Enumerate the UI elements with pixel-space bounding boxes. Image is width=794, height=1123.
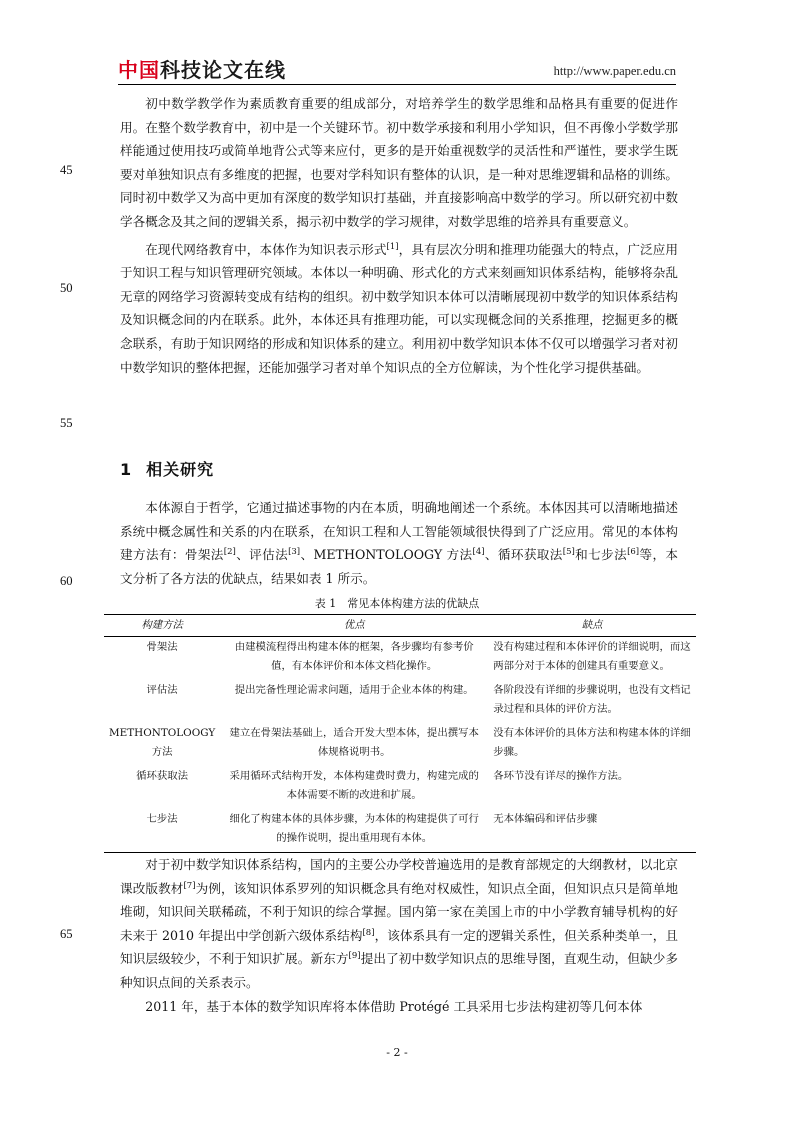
line-number-55: 55 [60,416,73,430]
citation-4[interactable]: [4] [472,547,485,558]
table-row [104,637,696,681]
citation-6[interactable]: [6] [627,547,640,558]
citation-9[interactable]: [9] [348,951,361,962]
paragraph-curriculum [120,853,678,995]
header-cons: 缺点 [581,619,603,631]
paragraph-2011: 2011 年，基于本体的数学知识库将本体借助 Protégé 工具采用七步法构建初等几何本体 [145,998,643,1014]
para2-text-a: 在现代网络教育中，本体作为知识表示形式 [145,241,387,257]
section-title: 相关研究 [146,460,215,479]
method-name: 评估法 [146,684,178,696]
citation-1[interactable]: [1] [386,241,399,252]
para4-text-b: 为例，该知识体系罗列的知识概念具有绝对权威性，知识点全面，但知识点只是简单地堆砌，知识间关联稀疏，不利于知识的综合掌握。国内第一家在美国上市的中小学教育辅导机构的好未来于 2010 年提出中学创新六级体系结构 [120,880,679,943]
journal-logo [118,58,286,82]
method-pros: 细化了构建本体的具体步骤，为本体的构建提供了可行的操作说明，提出重用现有本体。 [229,813,479,844]
curriculum-text-block [120,853,678,1018]
line-number-65: 65 [60,927,73,941]
method-pros: 由建模流程得出构建本体的框架，各步骤均有参考价值，有本体评价和本体文档化操作。 [234,641,474,672]
header-url[interactable]: http://www.paper.edu.cn [553,64,676,78]
method-pros: 提出完备性理论需求问题，适用于企业本体的构建。 [234,684,474,696]
methods-table [104,614,696,853]
table-row [104,809,696,853]
method-pros: 建立在骨架法基础上，适合开发大型本体，提出撰写本体规格说明书。 [229,727,479,758]
table-header-row [104,615,696,637]
para3-text-f: 等，本文分析了各方法的优缺点，结果如表 1 所示。 [120,547,679,586]
intro-text-block [120,92,678,379]
method-cons: 各环节没有详尽的操作方法。 [493,770,629,782]
page-number: - 2 - [386,1046,408,1059]
method-cons: 没有构建过程和本体评价的详细说明，而这两部分对于本体的创建具有重要意义。 [493,641,691,672]
paragraph-intro: 初中数学教学作为素质教育重要的组成部分，对培养学生的数学思维和品格具有重要的促进作用。在整个数学教育中，初中是一个关键环节。初中数学承接和利用小学知识，但不再像小学数学那样能通过使用技巧或简单地背公式等来应付，更多的是开始重视数学的灵活性和严谨性，要求学生既要对单独知识点有多维度的把握，也要对学科知识有整体的认识，是一种对思维逻辑和品格的训练。同时初中数学又为高中更加有深度的数学知识打基础，并直接影响高中数学的学习。所以研究初中数学各概念及其之间的逻辑关系，揭示初中数学的学习规律，对数学思维的培养具有重要意义。 [120,96,678,229]
table-row [104,723,696,766]
para4-text-a: 对于初中数学知识体系结构，国内的主要公办学校普遍选用的是教育部规定的大纲教材，以北京课改版教材 [120,857,678,896]
para3-text-b: 、评估法 [235,547,289,563]
para4-text-c: ，该体系具有一定的逻辑关系性，但关系种类单一，且知识层级较少，不利于知识扩展。新东方 [120,927,679,967]
method-cons: 没有本体评价的具体方法和构建本体的详细步骤。 [493,727,691,758]
header-rule [118,84,676,85]
para3-text-c: 、METHONTOLOOGY 方法 [300,547,473,563]
paragraph-ontology [120,238,678,380]
section-heading [120,457,214,480]
method-name: 骨架法 [146,641,178,653]
method-name: METHONTOLOOGY 方法 [109,727,216,758]
para2-text-b: ，具有层次分明和推理功能强大的特点，广泛应用于知识工程与知识管理研究领域。本体以一种明确、形式化的方式来刻画知识体系结构，能够将杂乱无章的网络学习资源转变成有结构的组织。初中数学知识本体可以清晰展现初中数学的知识体系结构及知识概念间的内在联系。此外，本体还具有推理功能，可以实现概念间的关系推理，挖掘更多的概念联系，有助于知识网络的形成和知识体系的建立。利用初中数学知识本体不仅可以增强学习者对初中数学知识的整体把握，还能加强学习者对单个知识点的全方位解读，为个性化学习提供基础。 [120,241,679,375]
para3-text-e: 和七步法 [574,547,628,563]
citation-7[interactable]: [7] [183,880,196,891]
para3-text-d: 、循环获取法 [484,547,563,563]
table-row [104,766,696,809]
line-number-45: 45 [60,163,73,177]
citation-2[interactable]: [2] [223,547,236,558]
method-name: 七步法 [146,813,178,825]
para3-text-a: 本体源自于哲学，它通过描述事物的内在本质，明确地阐述一个系统。本体因其可以清晰地描述系统中概念属性和关系的内在联系，在知识工程和人工智能领域很快得到了广泛应用。常见的本体构建方法有：骨架法 [120,500,678,563]
header-pros: 优点 [343,619,365,631]
logo-red-text: 中国 [118,58,160,82]
logo-dark-text: 科技论文在线 [160,58,286,82]
method-cons: 无本体编码和评估步骤 [493,813,598,825]
method-name: 循环获取法 [136,770,189,782]
citation-5[interactable]: [5] [562,547,575,558]
line-number-50: 50 [60,281,73,295]
paragraph-methods [120,496,678,590]
method-cons: 各阶段没有详细的步骤说明，也没有文档记录过程和具体的评价方法。 [493,684,691,715]
table-row [104,680,696,723]
related-work-text [120,496,678,590]
line-number-60: 60 [60,574,73,588]
section-number: 1 [120,460,133,479]
para4-text-d: 提出了初中数学知识点的思维导图，直观生动，但缺少多种知识点间的关系表示。 [120,951,679,990]
citation-8[interactable]: [8] [362,927,375,938]
citation-3[interactable]: [3] [288,547,301,558]
header-method: 构建方法 [141,619,183,631]
page-header [118,58,676,84]
table-caption: 表 1 常见本体构建方法的优缺点 [314,597,480,610]
method-pros: 采用循环式结构开发，本体构建费时费力，构建完成的本体需要不断的改进和扩展。 [229,770,479,801]
